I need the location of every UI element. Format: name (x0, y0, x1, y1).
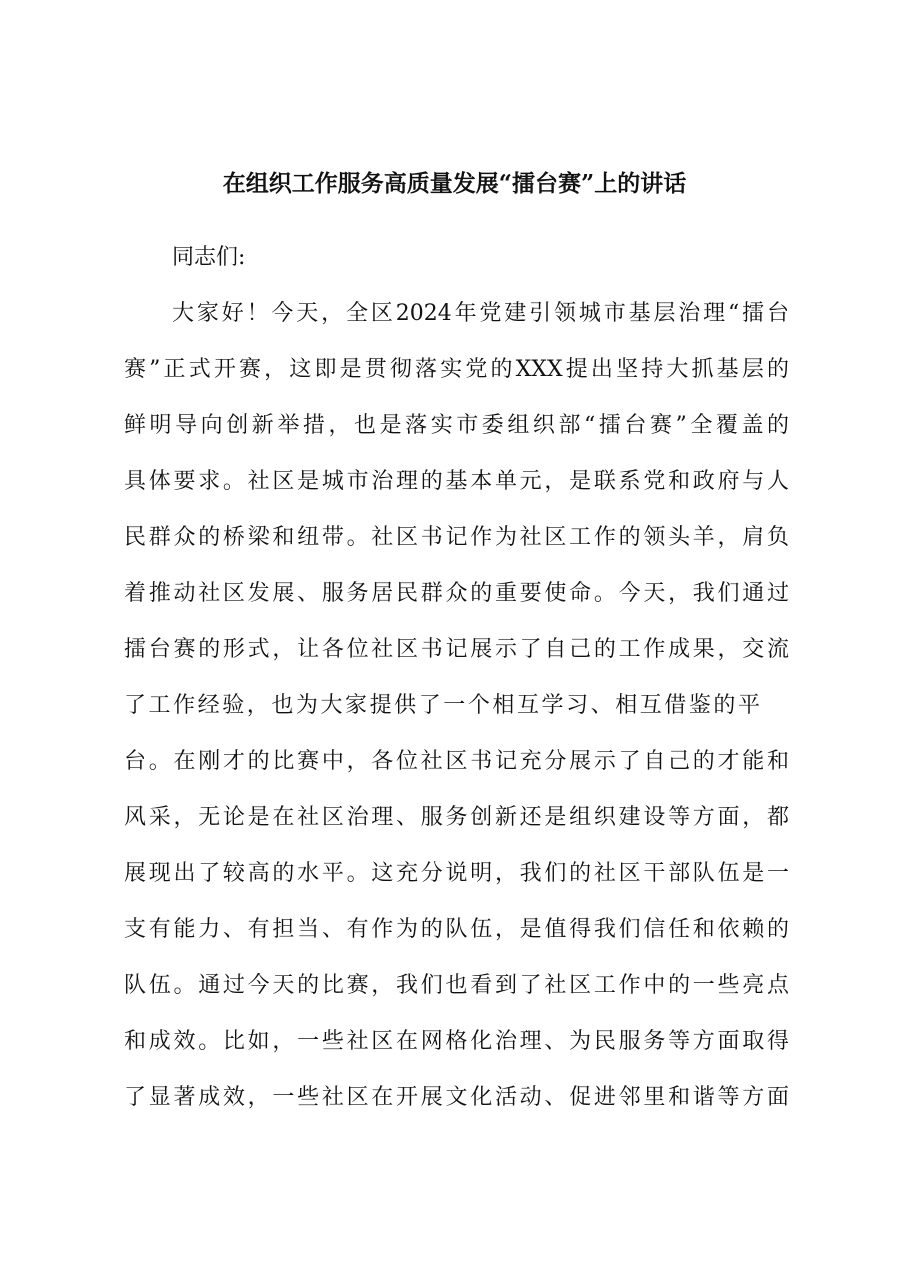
paragraph-line: 了工作经验，也为大家提供了一个相互学习、相互借鉴的平 (124, 693, 760, 718)
paragraph-line: 着推动社区发展、服务居民群众的重要使命。今天，我们通过 (124, 581, 789, 606)
paragraph-line: 民群众的桥梁和纽带。社区书记作为社区工作的领头羊，肩负 (124, 525, 789, 550)
paragraph-line: 赛”正式开赛，这即是贯彻落实党的XXX提出坚持大抓基层的 (124, 357, 789, 382)
paragraph-line: 擂台赛的形式，让各位社区书记展示了自己的工作成果，交流 (124, 637, 789, 662)
paragraph-line: 台。在刚才的比赛中，各位社区书记充分展示了自己的才能和 (124, 749, 789, 774)
paragraph-line: 和成效。比如，一些社区在网格化治理、为民服务等方面取得 (124, 1029, 789, 1054)
salutation: 同志们: (172, 245, 246, 270)
paragraph-line: 具体要求。社区是城市治理的基本单元，是联系党和政府与人 (124, 469, 789, 494)
paragraph-line: 鲜明导向创新举措，也是落实市委组织部“擂台赛”全覆盖的 (124, 413, 789, 438)
document-title: 在组织工作服务高质量发展“擂台赛”上的讲话 (222, 170, 687, 197)
paragraph-line: 支有能力、有担当、有作为的队伍，是值得我们信任和依赖的 (124, 917, 789, 942)
paragraph-line: 展现出了较高的水平。这充分说明，我们的社区干部队伍是一 (124, 861, 789, 886)
paragraph-line: 队伍。通过今天的比赛，我们也看到了社区工作中的一些亮点 (124, 973, 789, 998)
paragraph-line: 大家好！今天，全区2024年党建引领城市基层治理“擂台 (172, 301, 789, 326)
paragraph-line: 了显著成效，一些社区在开展文化活动、促进邻里和谐等方面 (124, 1085, 789, 1110)
paragraph-line: 风采，无论是在社区治理、服务创新还是组织建设等方面，都 (124, 805, 789, 830)
